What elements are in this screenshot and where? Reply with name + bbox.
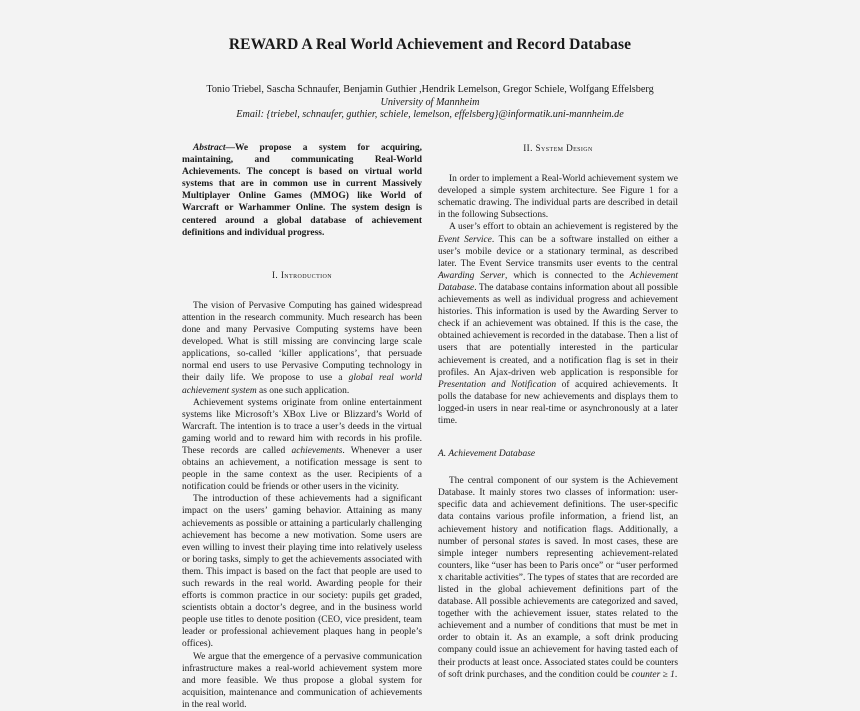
text: as one such application. — [256, 385, 350, 396]
section-title: Introduction — [280, 269, 333, 280]
math-expression: counter ≥ 1 — [631, 669, 675, 680]
email: Email: {triebel, schnaufer, guthier, schiele, lemelson, effelsberg}@informatik.uni-mannheim.de — [236, 109, 624, 121]
paragraph: The introduction of these achievements had a significant impact on the users’ gaming behavior. Attaining as many achievements as possible or attaining a particularly challenging achievement has become a new motivation. Some users are even willing to invest their playing time into relatively useless or boring tasks, simply to get the achievements associated with them. This impact is based on the fact that people are used to such rewards in the real world. Awarding people for their efforts is common practice in our society: pupils get graded, scientists obtain a doctor’s degree, and in the business world people use titles to denote position (CEO, vice president, team leader or professional achievement plaques hang in people’s offices). — [182, 494, 422, 650]
text: of acquired achievements. It polls the database for new achievements and displays them to logged-in users in near real-time or asynchronously at a later time. — [438, 379, 678, 426]
text: Achievement systems originate from online entertainment systems like Microsoft’s XBox Live or Blizzard’s World of Warcraft. The intention is to trace a user’s deeds in the virtual gaming world and to reward him with records in his profile. These records are called — [182, 397, 422, 456]
emphasis: achievements — [291, 445, 343, 456]
text: . — [674, 669, 678, 680]
section-number: II. — [523, 143, 533, 153]
emphasis: Event Service — [438, 234, 492, 245]
right-column — [438, 142, 678, 681]
paragraph: In order to implement a Real-World achievement system we developed a simple system architecture. See Figure 1 for a schematic drawing. The individual parts are described in detail in the following Subsections. — [438, 174, 678, 221]
author-block — [0, 84, 860, 122]
text: , which is connected to the — [504, 270, 630, 281]
affiliation: University of Mannheim — [380, 96, 480, 108]
section-heading-system-design — [438, 142, 678, 154]
text: A user’s effort to obtain an achievement is registered by the — [449, 222, 678, 233]
text: . This can be a software installed on either a user’s mobile device or a stationary terminal, as described later. The Event Service transmits user events to the central — [438, 234, 678, 269]
paragraph — [438, 221, 678, 427]
left-column — [182, 142, 422, 711]
emphasis: Presentation and Notification — [438, 379, 557, 390]
paragraph — [182, 300, 422, 397]
authors: Tonio Triebel, Sascha Schnaufer, Benjamin Guthier ,Hendrik Lemelson, Gregor Schiele, Wolfgang Effelsberg — [206, 84, 654, 95]
section-heading-introduction — [182, 269, 422, 281]
subsection-heading: A. Achievement Database — [438, 449, 536, 460]
paragraph: We argue that the emergence of a pervasive communication infrastructure makes a real-world achievement system more and more feasible. We thus propose a global system for acquisition, maintenance and communication of achievements in the real world. — [182, 651, 422, 710]
emphasis: Awarding Server — [438, 270, 505, 281]
text: . The database contains information about all possible achievements as well as individual progress and achievement histories. This information is used by the Awarding Server to check if an achievement was obtained. If this is the case, the obtained achievement is recorded in the database. Then a list of users that are potentially interested in the particular achievement is created, and a notification flag is set in their profiles. An Ajax-driven web application is responsible for — [438, 282, 678, 378]
abstract-text: —We propose a system for acquiring, maintaining, and communicating Real-World Achievements. The concept is based on virtual world systems that are in common use in current Massively Multiplayer Online Games (MMOG) like World of Warcraft or Warhammer Online. The system design is centered around a global database of achievement definitions and individual progress. — [182, 143, 422, 238]
paragraph — [438, 475, 678, 681]
paragraph — [182, 397, 422, 494]
abstract-label: Abstract — [193, 143, 226, 153]
text: is saved. In most cases, these are simple integer numbers representing achievement-related counters, like “user has been to Paris once” or “user performed x charitable activities”. The types of states that are recorded are listed in the global achievement definitions part of the database. All possible achievements are categorized and saved, together with the achievement issuer, states related to the achievement and a number of conditions that must be met in order to obtain it. As an example, a soft drink producing company could issue an achievement for having tasted each of their products at least once. Associated states could be counters of soft drink purchases, and the condition could be — [438, 536, 678, 680]
emphasis: global real world achievement system — [182, 373, 423, 396]
text: . Whenever a user obtains an achievement, a notification message is sent to people in the same context as the user. Recipients of a notification could be friends or other users in the vicinity. — [182, 445, 423, 493]
text: The central component of our system is the Achievement Database. It mainly stores two classes of information: user-specific data and achievement definitions. The user-specific data contains various profile information, a friend list, an achievement history and notification flags. Additionally, a number of personal — [438, 476, 678, 547]
section-number: I. — [271, 269, 279, 280]
abstract — [182, 142, 422, 239]
section-title: System Design — [535, 143, 593, 153]
emphasis: Achievement Database — [438, 270, 678, 293]
paper-title: REWARD A Real World Achievement and Record Database — [228, 36, 632, 53]
emphasis: states — [518, 536, 541, 547]
text: The vision of Pervasive Computing has gained widespread attention in the research community. Much research has been done and many Pervasive Computing systems have been developed. What is still missing are convincing large scale applications, so-called ‘killer applications’, that persuade normal end users to use Pervasive Computing technology in their daily life. We propose to use a — [182, 300, 422, 384]
